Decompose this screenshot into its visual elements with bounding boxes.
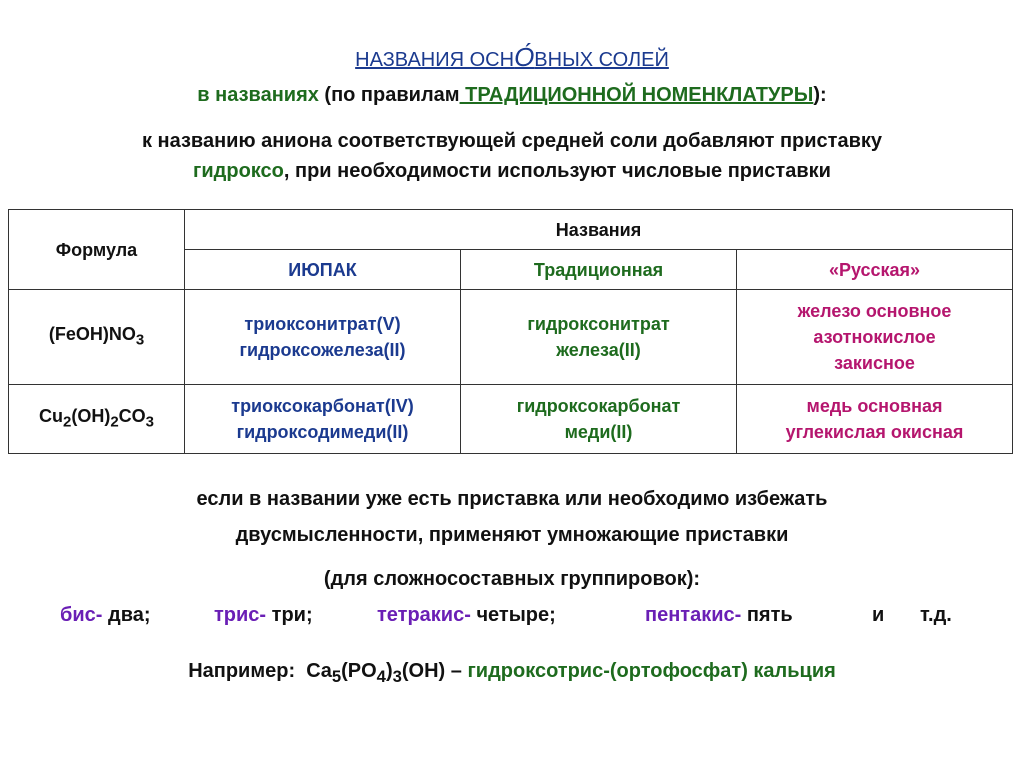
nomenclature-line (0, 84, 1024, 107)
formula-cell: $(FeOH)NO_3$ (9, 290, 185, 385)
traditional-cell: гидроксокарбонат меди(II) (461, 385, 737, 454)
header-names: Названия (185, 210, 1013, 250)
note-line-2: двусмысленности, применяют умножающие приставки (235, 524, 789, 546)
prefix-pentakis: пентакис- пять (645, 604, 793, 626)
names-table (8, 209, 1013, 454)
line1-end: ): (813, 84, 827, 106)
multiplying-prefixes-note (0, 481, 1024, 597)
hydroxo-prefix: гидроксо (193, 160, 284, 182)
russian-cell: железо основное азотнокислое закисное (737, 290, 1013, 385)
prefix-tris: трис- три; (214, 604, 313, 626)
note-line-3: (для сложносоставных группировок): (323, 568, 701, 590)
table-row (9, 385, 1013, 454)
prefix-and: и (872, 604, 885, 626)
example-line (0, 660, 1024, 687)
prefix-etc: т.д. (920, 604, 952, 626)
example-dash: – (445, 660, 462, 682)
line1-rule: (по правилам (318, 84, 460, 106)
prefix-bis: бис- два; (60, 604, 151, 626)
example-label: Например: (188, 660, 296, 682)
rule-line-1: к названию аниона соответствующей средней соли добавляют приставку (141, 130, 883, 152)
prefix-tetrakis: тетракис- четыре; (377, 604, 556, 626)
header-russian: «Русская» (737, 250, 1013, 290)
line1-intro: в названиях (197, 84, 319, 106)
russian-cell: медь основная углекислая окисная (737, 385, 1013, 454)
rule-description (0, 126, 1024, 186)
table-row (9, 290, 1013, 385)
example-formula: $Ca_5(PO_4)_3(OH)$ (306, 660, 446, 686)
page-title (0, 42, 1024, 73)
header-iupac: ИЮПАК (185, 250, 461, 290)
title-accent-letter: О́ (514, 42, 535, 72)
title-part-1: НАЗВАНИЯ ОСН (355, 49, 515, 71)
formula-cell: $Cu_2(OH)_2CO_3$ (9, 385, 185, 454)
iupac-cell: триоксокарбонат(IV) гидроксодимеди(II) (185, 385, 461, 454)
header-formula: Формула (9, 210, 185, 290)
rule-line-2-rest: , при необходимости используют числовые приставки (283, 160, 831, 182)
rule-line-2 (0, 156, 1024, 186)
traditional-cell: гидроксонитрат железа(II) (461, 290, 737, 385)
note-line-1: если в названии уже есть приставка или необходимо избежать (196, 488, 828, 510)
line1-nomenclature: ТРАДИЦИОННОЙ НОМЕНКЛАТУРЫ (459, 84, 814, 106)
header-traditional: Традиционная (461, 250, 737, 290)
iupac-cell: триоксонитрат(V) гидроксожелеза(II) (185, 290, 461, 385)
title-part-2: ВНЫХ СОЛЕЙ (534, 49, 669, 71)
example-name: гидроксотрис-(ортофосфат) кальция (467, 660, 836, 682)
